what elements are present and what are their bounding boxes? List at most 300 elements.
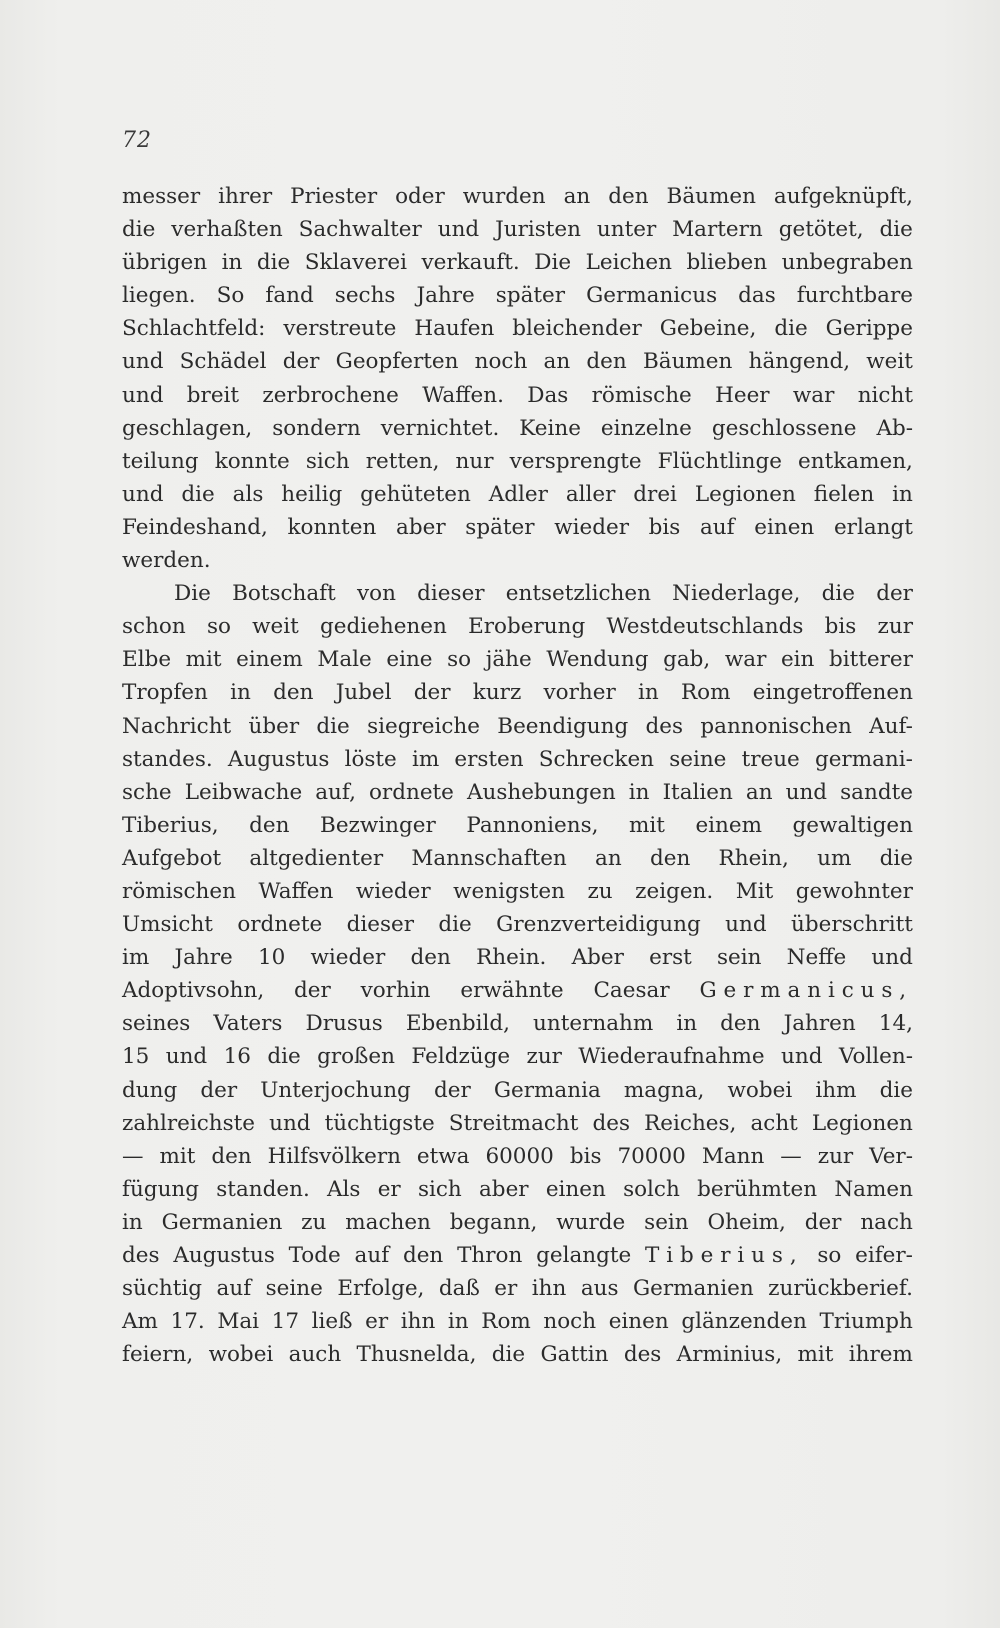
- word: dieser: [346, 912, 415, 938]
- word: den: [211, 1143, 252, 1169]
- word: im: [411, 746, 440, 772]
- text-line: [122, 875, 913, 908]
- word: jähe: [485, 647, 532, 673]
- word: teilung: [122, 448, 199, 474]
- word: nur: [455, 448, 494, 474]
- word: Germanien: [161, 1209, 283, 1235]
- word: in: [892, 481, 913, 507]
- word: und: [269, 1110, 311, 1136]
- word: als: [232, 481, 264, 507]
- word: zu: [301, 1209, 327, 1235]
- word: standen.: [216, 1176, 310, 1202]
- word: den: [586, 349, 627, 375]
- word: Martern: [672, 217, 763, 243]
- word: hängend,: [748, 349, 851, 375]
- word: Ebenbild,: [405, 1011, 510, 1037]
- word: eifer-: [855, 1243, 913, 1268]
- word: Pannoniens,: [466, 812, 599, 838]
- text-line: [122, 412, 913, 445]
- word: einen: [754, 514, 815, 540]
- word: Geopferten: [335, 349, 459, 375]
- word: 10: [257, 945, 286, 971]
- word: getötet,: [778, 217, 864, 243]
- word: die: [879, 1077, 913, 1103]
- word: auf,: [315, 779, 356, 805]
- word: nach: [860, 1209, 913, 1235]
- word: Augustus: [227, 746, 330, 772]
- text-line: [122, 743, 913, 776]
- word: Das: [527, 382, 569, 408]
- word: —: [122, 1143, 144, 1169]
- word: mit: [628, 812, 665, 838]
- word: 17: [271, 1309, 300, 1335]
- word: der: [294, 978, 331, 1004]
- word: Tiberius,: [122, 812, 219, 838]
- word: etwa: [416, 1143, 470, 1169]
- word: erlangt: [833, 514, 913, 540]
- word: standes.: [122, 746, 213, 772]
- word: sche: [122, 779, 172, 805]
- word: So: [216, 283, 245, 309]
- word: Erfolge,: [337, 1276, 425, 1302]
- word: Juristen: [495, 217, 581, 243]
- word: gewohnter: [795, 878, 913, 904]
- word: Westdeutschlands: [606, 614, 804, 640]
- text-line: [122, 809, 913, 842]
- word: ersten: [454, 746, 524, 772]
- word: Germania: [493, 1077, 601, 1103]
- word: den: [608, 184, 649, 209]
- text-line: [122, 676, 913, 709]
- word: wieder: [554, 514, 629, 540]
- word: verkauft.: [421, 250, 520, 276]
- word: zahlreichste: [122, 1110, 256, 1136]
- word: zerbrochene: [262, 382, 399, 408]
- word: sein: [716, 945, 762, 971]
- word: Jahre: [416, 283, 475, 309]
- word: überschritt: [790, 912, 913, 938]
- word: Die: [174, 581, 211, 607]
- word: gab,: [663, 647, 711, 673]
- word: fielen: [813, 481, 875, 507]
- word: Am: [122, 1309, 158, 1335]
- word: mit: [797, 1342, 834, 1368]
- word: den: [402, 1243, 444, 1268]
- word: altgedienter: [249, 845, 384, 871]
- word: und: [165, 1044, 208, 1070]
- text-line: [122, 213, 913, 246]
- word: wobei: [727, 1077, 793, 1103]
- text-line: [122, 312, 913, 345]
- word: schon: [122, 614, 186, 640]
- word: gelangte: [536, 1243, 632, 1268]
- word: glänzenden: [681, 1309, 807, 1335]
- word: sechs: [334, 283, 396, 309]
- word: seines: [122, 1011, 191, 1037]
- word: nicht: [857, 382, 913, 408]
- word: in: [638, 680, 659, 706]
- word: zur: [526, 1044, 562, 1070]
- word: Aushebungen: [466, 779, 616, 805]
- word: aber: [478, 1176, 529, 1202]
- word: der: [413, 680, 451, 706]
- word: die: [879, 217, 913, 243]
- word: dieser: [417, 581, 485, 607]
- word: solch: [623, 1176, 680, 1202]
- word: den: [649, 845, 691, 871]
- word: die: [821, 581, 855, 607]
- word: Niederlage,: [672, 581, 801, 607]
- word: Sklaverei: [304, 250, 407, 276]
- text-line: [122, 1173, 913, 1206]
- word: den: [720, 1011, 761, 1037]
- word: des: [592, 1110, 631, 1136]
- word: Germanicus: [586, 283, 718, 309]
- word: verhaßten: [171, 217, 283, 243]
- word: tüchtigste: [324, 1110, 435, 1136]
- word: fügung: [122, 1176, 200, 1202]
- word: in: [676, 1011, 698, 1037]
- word: ihrer: [218, 184, 273, 209]
- word: machen: [345, 1209, 431, 1235]
- word: die: [774, 316, 808, 342]
- word: so: [447, 647, 472, 673]
- word: siegreiche: [367, 713, 480, 739]
- word: über: [248, 713, 300, 739]
- word: auf: [354, 1243, 390, 1268]
- word: und: [122, 349, 164, 375]
- word: in: [447, 1309, 469, 1335]
- word: begann,: [449, 1209, 538, 1235]
- word: Beendigung: [497, 713, 629, 739]
- word: Bezwinger: [320, 812, 436, 838]
- word: Feindeshand,: [122, 514, 268, 540]
- word: blieben: [686, 250, 768, 276]
- word: 14,: [878, 1011, 913, 1037]
- word: sandte: [840, 779, 913, 805]
- word: gediehenen: [320, 614, 447, 640]
- word: mit: [185, 647, 222, 673]
- word: unternahm: [533, 1011, 654, 1037]
- word: Thron: [457, 1243, 523, 1268]
- word: ordnete: [237, 912, 323, 938]
- word: Bäumen: [666, 184, 756, 209]
- text-line: [122, 1007, 913, 1040]
- word: bitterer: [829, 647, 913, 673]
- word: und: [781, 1044, 823, 1070]
- text-line: [122, 1040, 913, 1073]
- word: römischen: [122, 878, 236, 904]
- word: 70000: [617, 1143, 686, 1169]
- word: oder: [395, 184, 445, 209]
- word: Rom: [481, 1309, 531, 1335]
- word: wieder: [355, 878, 431, 904]
- word: Keine: [519, 415, 581, 441]
- word: ein: [780, 647, 815, 673]
- word: weit: [252, 614, 299, 640]
- word: fand: [265, 283, 314, 309]
- word: sein: [644, 1209, 689, 1235]
- word: germani-: [814, 746, 913, 772]
- body-text: [122, 180, 913, 1371]
- word: ihrem: [848, 1342, 913, 1368]
- text-line: [122, 1305, 913, 1338]
- word: Schrecken: [538, 746, 655, 772]
- text-line: [122, 1338, 913, 1371]
- text-line: [122, 710, 913, 743]
- word: Waffen: [258, 878, 334, 904]
- text-line: [122, 1239, 913, 1272]
- word: Flüchtlinge: [657, 448, 782, 474]
- word: Triumph: [819, 1309, 913, 1335]
- word: vernichtet.: [380, 415, 500, 441]
- word: Sachwalter: [298, 217, 422, 243]
- page-number: 72: [122, 128, 152, 153]
- word: Elbe: [122, 647, 172, 673]
- word: der: [200, 1077, 238, 1103]
- word: daß: [438, 1276, 480, 1302]
- word: Jahren: [783, 1011, 856, 1037]
- word: Ver-: [869, 1143, 913, 1169]
- word: Legionen: [694, 481, 796, 507]
- word: des: [645, 713, 684, 739]
- word: Schlachtfeld:: [122, 316, 266, 342]
- word: den: [249, 812, 290, 838]
- word: im: [122, 945, 150, 971]
- word: furchtbare: [796, 283, 913, 309]
- word: Drusus: [305, 1011, 383, 1037]
- word: Germanien: [632, 1276, 754, 1302]
- word: wenigsten: [453, 878, 565, 904]
- text-line: [122, 974, 913, 1007]
- word: der: [876, 581, 913, 607]
- word: später: [465, 514, 535, 540]
- word: sich: [417, 1176, 462, 1202]
- text-line: [122, 1206, 913, 1239]
- word: pannonischen: [700, 713, 852, 739]
- word: —: [780, 1143, 802, 1169]
- word: auf: [216, 1276, 252, 1302]
- word: Aufgebot: [122, 845, 222, 871]
- word: Caesar: [593, 978, 670, 1004]
- word: Eroberung: [468, 614, 586, 640]
- text-line: [122, 511, 913, 544]
- word: einen: [608, 1309, 669, 1335]
- word: er: [365, 1309, 389, 1335]
- word: das: [738, 283, 776, 309]
- word: ihn: [400, 1309, 436, 1335]
- word: Wiederaufnahme: [578, 1044, 765, 1070]
- word: 60000: [485, 1143, 554, 1169]
- text-line: [122, 842, 913, 875]
- word: so: [206, 614, 231, 640]
- word: 16: [223, 1044, 251, 1070]
- word: Adoptivsohn,: [122, 978, 265, 1004]
- word: Gebeine,: [659, 316, 757, 342]
- text-line: [122, 478, 913, 511]
- word: sich: [305, 448, 350, 474]
- word: der: [804, 1209, 842, 1235]
- word: die: [316, 713, 350, 739]
- word: zurückberief.: [768, 1276, 913, 1302]
- word: Botschaft: [232, 581, 336, 607]
- word: Gerippe: [825, 316, 913, 342]
- word: war: [724, 647, 767, 673]
- text-line: [122, 908, 913, 941]
- word: einen: [545, 1176, 606, 1202]
- word: in: [628, 779, 650, 805]
- word: der: [433, 1077, 471, 1103]
- word: einem: [695, 812, 762, 838]
- word: Tode: [288, 1243, 341, 1268]
- word: sondern: [272, 415, 361, 441]
- word: entkamen,: [798, 448, 913, 474]
- word: Als: [327, 1176, 361, 1202]
- word: Mann: [701, 1143, 765, 1169]
- word: großen: [317, 1044, 395, 1070]
- word: kurz: [472, 680, 522, 706]
- word: Wendung: [546, 647, 649, 673]
- word: noch: [543, 1309, 597, 1335]
- word: Rhein.: [476, 945, 547, 971]
- word: Haufen: [414, 316, 495, 342]
- word: Aber: [571, 945, 624, 971]
- word: Unterjochung: [260, 1077, 411, 1103]
- word: Mannschaften: [411, 845, 567, 871]
- word: und: [122, 382, 164, 408]
- word: und: [122, 481, 164, 507]
- word: Nachricht: [122, 713, 232, 739]
- word: römische: [591, 382, 692, 408]
- word: Streitmacht: [448, 1110, 579, 1136]
- word: Tiberius,: [645, 1243, 804, 1268]
- word: 17.: [170, 1309, 205, 1335]
- word: süchtig: [122, 1276, 203, 1302]
- word: Leibwache: [184, 779, 303, 805]
- word: Neffe: [786, 945, 847, 971]
- word: in: [122, 1209, 143, 1235]
- word: Namen: [834, 1176, 913, 1202]
- word: des: [122, 1243, 160, 1268]
- text-line: [122, 345, 913, 378]
- word: Waffen.: [422, 382, 504, 408]
- word: Die: [534, 250, 572, 276]
- word: an: [745, 779, 773, 805]
- text-line: [122, 379, 913, 412]
- word: einem: [236, 647, 303, 673]
- word: Jubel: [335, 680, 392, 706]
- word: konnten: [287, 514, 377, 540]
- word: Reiches,: [644, 1110, 737, 1136]
- word: Jahre: [174, 945, 233, 971]
- word: retten,: [365, 448, 440, 474]
- word: einzelne: [600, 415, 692, 441]
- word: Vaters: [213, 1011, 283, 1037]
- text-line: [122, 776, 913, 809]
- word: auch: [288, 1342, 342, 1368]
- word: liegen.: [122, 283, 196, 309]
- word: Ab-: [876, 415, 913, 441]
- word: magna,: [623, 1077, 705, 1103]
- word: Gattin: [540, 1342, 609, 1368]
- text-line: [122, 544, 913, 577]
- word: Feldzüge: [411, 1044, 511, 1070]
- word: gehüteten: [360, 481, 471, 507]
- word: Rhein,: [718, 845, 789, 871]
- word: ihn: [531, 1276, 567, 1302]
- word: vorhin: [360, 978, 431, 1004]
- word: geschlagen,: [122, 415, 253, 441]
- word: Male: [317, 647, 372, 673]
- word: in: [230, 680, 251, 706]
- word: noch: [474, 349, 528, 375]
- word: und: [871, 945, 913, 971]
- word: Hilfsvölkern: [267, 1143, 401, 1169]
- word: ordnete: [368, 779, 454, 805]
- word: Legionen: [811, 1110, 913, 1136]
- word: drei: [633, 481, 677, 507]
- word: Tropfen: [122, 680, 208, 706]
- word: zu: [587, 878, 613, 904]
- word: den: [410, 945, 451, 971]
- word: konnte: [214, 448, 290, 474]
- word: seine: [669, 746, 727, 772]
- word: erwähnte: [460, 978, 564, 1004]
- word: Vollen-: [838, 1044, 913, 1070]
- word: bleichender: [512, 316, 642, 342]
- word: Arminius,: [676, 1342, 783, 1368]
- word: Auf-: [869, 713, 913, 739]
- text-line: [122, 445, 913, 478]
- word: und: [725, 912, 767, 938]
- word: des: [623, 1342, 662, 1368]
- word: gewaltigen: [792, 812, 913, 838]
- word: um: [817, 845, 852, 871]
- word: den: [273, 680, 314, 706]
- text-line: [122, 279, 913, 312]
- word: werden.: [122, 548, 211, 574]
- word: versprengte: [509, 448, 642, 474]
- text-line: [122, 180, 913, 213]
- word: und: [437, 217, 480, 243]
- word: weit: [866, 349, 913, 375]
- word: die: [491, 1342, 526, 1368]
- word: eine: [386, 647, 433, 673]
- word: löste: [344, 746, 397, 772]
- word: Umsicht: [122, 912, 213, 938]
- word: an: [543, 349, 571, 375]
- word: messer: [122, 184, 201, 209]
- word: Schädel: [179, 349, 267, 375]
- word: ihm: [815, 1077, 857, 1103]
- word: übrigen: [122, 250, 208, 276]
- word: Mit: [735, 878, 774, 904]
- word: erst: [649, 945, 692, 971]
- word: die: [879, 845, 913, 871]
- word: Thusnelda,: [356, 1342, 477, 1368]
- word: von: [357, 581, 396, 607]
- word: unbegraben: [781, 250, 913, 276]
- word: wurden: [462, 184, 546, 209]
- text-line: [122, 1272, 913, 1305]
- word: ließ: [311, 1309, 353, 1335]
- word: die: [122, 217, 156, 243]
- word: die: [256, 250, 291, 276]
- word: eingetroffenen: [752, 680, 913, 706]
- word: die: [438, 912, 472, 938]
- word: Augustus: [173, 1243, 275, 1268]
- text-line: [122, 1074, 913, 1107]
